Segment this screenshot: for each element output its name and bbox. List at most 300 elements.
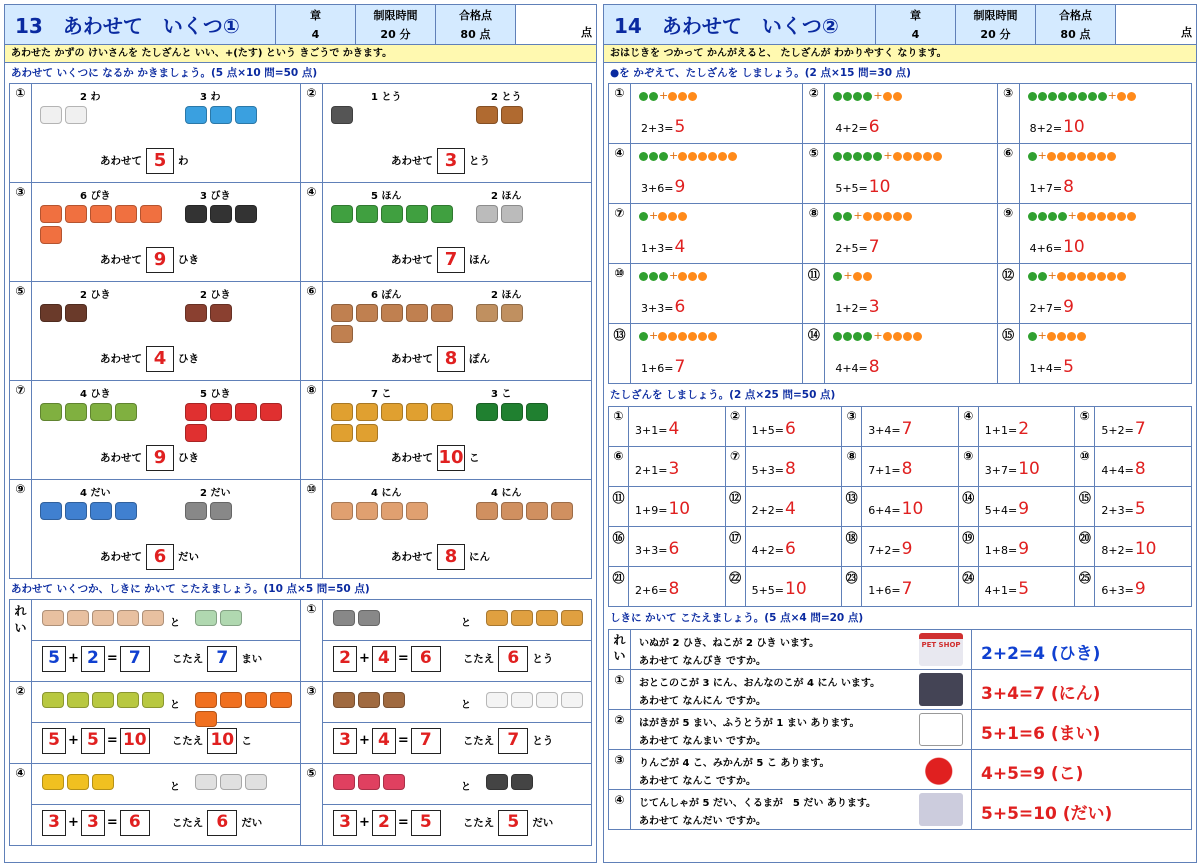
number-box-b[interactable]: 3 <box>81 810 105 836</box>
answer-line <box>391 544 490 570</box>
illustration-icon <box>40 106 62 124</box>
problem-number: れ い <box>10 600 32 681</box>
equation <box>1101 499 1145 519</box>
picture-group <box>195 774 295 790</box>
green-counter-icon <box>843 212 852 221</box>
answer-text[interactable]: 4+5=9 (こ) <box>981 764 1084 784</box>
answer-value[interactable]: 8 <box>1063 177 1074 197</box>
sum-cell <box>726 447 843 487</box>
orange-counter-icon <box>698 332 707 341</box>
join-label: と <box>170 700 180 711</box>
answer-value[interactable]: 4 <box>674 237 686 257</box>
join-label: と <box>461 782 471 793</box>
answer-value[interactable]: 10 <box>868 177 891 197</box>
orange-counter-icon <box>1117 272 1126 281</box>
equation <box>835 297 879 317</box>
orange-counter-icon <box>678 92 687 101</box>
problem-number: ③ <box>842 407 862 446</box>
dot-problem-cell <box>998 324 1192 384</box>
illustration-icon <box>90 403 112 421</box>
sum-grid <box>608 406 1192 607</box>
answer-value[interactable]: 10 <box>668 499 691 519</box>
orange-counter-icon <box>688 272 697 281</box>
illustration-icon <box>210 502 232 520</box>
equation-row <box>333 810 553 836</box>
answer-value[interactable]: 9 <box>901 539 913 559</box>
meta-value: 20 分 <box>380 28 411 42</box>
answer-box[interactable]: 6 <box>498 646 528 672</box>
equation <box>1101 579 1145 599</box>
problem-number: ① <box>301 600 323 681</box>
counter-dots <box>639 269 708 282</box>
green-counter-icon <box>1038 92 1047 101</box>
answer-value[interactable]: 4 <box>785 499 796 519</box>
problem-number: ① <box>609 84 631 143</box>
column-divider <box>971 710 972 749</box>
sum-cell <box>959 567 1076 607</box>
count-label-a: 5 ほん <box>371 191 402 202</box>
answer-box[interactable]: 9 <box>146 445 174 471</box>
problem-number: ⑤ <box>803 144 825 203</box>
answer-value[interactable]: 6 <box>785 419 796 439</box>
answer-value[interactable]: 7 <box>1134 419 1146 439</box>
orange-counter-icon <box>1047 152 1056 161</box>
expression: 5+5= <box>751 584 785 597</box>
answer-value[interactable]: 6 <box>868 117 880 137</box>
answer-value[interactable]: 5 <box>1018 579 1030 599</box>
number-box-b[interactable]: 4 <box>372 728 396 754</box>
answer-value[interactable]: 10 <box>1018 459 1040 479</box>
word-problem-row <box>609 750 1192 790</box>
green-counter-icon <box>1028 332 1037 341</box>
count-label-a: 2 ひき <box>80 290 111 301</box>
green-counter-icon <box>853 92 862 101</box>
expression: 5+5= <box>835 182 868 195</box>
plus-sign: + <box>649 329 659 342</box>
row-divider <box>32 640 300 641</box>
expression: 1+4= <box>1029 362 1063 375</box>
illustration-icon <box>356 403 378 421</box>
count-label-b: 2 ひき <box>200 290 231 301</box>
orange-counter-icon <box>893 332 902 341</box>
answer-value[interactable]: 5 <box>674 117 686 137</box>
problem-number: ⑧ <box>842 447 862 486</box>
number-box-a[interactable]: 2 <box>333 646 357 672</box>
orange-counter-icon <box>883 92 892 101</box>
page-title: 13 あわせて いくつ① <box>5 5 276 44</box>
join-label: と <box>170 782 180 793</box>
answer-value[interactable]: 10 <box>1063 117 1085 137</box>
illustration-icon <box>185 205 207 223</box>
problem-number: ⑱ <box>842 527 862 566</box>
illustration-icon <box>356 304 378 322</box>
count-label-a: 4 にん <box>371 488 402 499</box>
number-box-a[interactable]: 3 <box>42 810 66 836</box>
illustration-icon <box>115 403 137 421</box>
sum-cell <box>609 487 726 527</box>
expression: 4+6= <box>1029 242 1063 255</box>
problem-number: ⑪ <box>803 264 825 323</box>
picture-group <box>40 106 170 124</box>
answer-value[interactable]: 3 <box>668 459 680 479</box>
counter-dots <box>639 89 698 102</box>
orange-counter-icon <box>1057 152 1066 161</box>
illustration-icon <box>486 610 508 626</box>
picture-group <box>486 692 586 708</box>
problem-number: ⑯ <box>609 527 629 566</box>
orange-counter-icon <box>1127 92 1136 101</box>
expression: 3+7= <box>984 464 1018 477</box>
column-divider <box>971 750 972 789</box>
illustration-icon <box>42 610 64 626</box>
sum-cell <box>959 487 1076 527</box>
answer-value[interactable]: 6 <box>785 539 796 559</box>
answer-value[interactable]: 7 <box>901 419 913 439</box>
dot-problem-cell <box>803 324 997 384</box>
answer-value[interactable]: 5 <box>1063 357 1074 377</box>
problem-number: ⑩ <box>1075 447 1095 486</box>
answer-box[interactable]: 9 <box>146 247 174 273</box>
answer-box[interactable]: 10 <box>207 728 237 754</box>
illustration-icon <box>431 205 453 223</box>
illustration-icon <box>476 106 498 124</box>
illustration-icon <box>383 774 405 790</box>
sum-box[interactable]: 7 <box>411 728 441 754</box>
illustration-icon <box>331 502 353 520</box>
worksheet-13 <box>4 4 597 863</box>
plus-sign: + <box>359 651 370 666</box>
answer-line <box>100 346 199 372</box>
equation-row <box>42 728 252 754</box>
plus-sign: + <box>1067 209 1077 222</box>
join-label: と <box>170 618 180 629</box>
orange-counter-icon <box>913 152 922 161</box>
dot-problem-cell <box>998 84 1192 144</box>
equation <box>1030 117 1085 137</box>
green-counter-icon <box>1058 212 1067 221</box>
answer-value[interactable]: 8 <box>1134 459 1146 479</box>
pet-shop-icon <box>919 633 963 666</box>
equation <box>868 499 923 519</box>
answer-value[interactable]: 8 <box>668 579 680 599</box>
sum-box[interactable]: 10 <box>120 728 150 754</box>
equals-sign: = <box>397 651 409 666</box>
column-divider <box>971 630 972 669</box>
problem-number: ③ <box>609 750 631 789</box>
orange-counter-icon <box>883 332 892 341</box>
problem-number: ⑭ <box>959 487 979 526</box>
illustration-icon <box>67 610 89 626</box>
counter-dots <box>833 89 902 102</box>
count-label-b: 2 とう <box>491 92 522 103</box>
equals-sign: = <box>106 733 118 748</box>
orange-counter-icon <box>893 212 902 221</box>
problem-number: ② <box>609 710 631 749</box>
count-label-a: 6 ぽん <box>371 290 402 301</box>
problem-number: ⑦ <box>10 381 32 479</box>
answer-box[interactable]: 7 <box>207 646 237 672</box>
illustration-icon <box>536 610 558 626</box>
meta-value: 4 <box>911 27 920 41</box>
equation <box>835 357 879 377</box>
equation <box>635 539 679 559</box>
expression: 6+4= <box>868 504 901 517</box>
answer-value[interactable]: 5 <box>1134 499 1146 519</box>
answer-text[interactable]: 5+5=10 (だい) <box>981 804 1113 824</box>
expression: 8+2= <box>1029 122 1063 135</box>
illustration-icon <box>431 304 453 322</box>
sum-box[interactable]: 7 <box>120 646 150 672</box>
expression: 5+4= <box>984 504 1018 517</box>
count-label-a: 7 こ <box>371 389 392 400</box>
answer-value[interactable]: 10 <box>901 499 924 519</box>
orange-counter-icon <box>1087 212 1096 221</box>
answer-value[interactable]: 10 <box>1063 237 1085 257</box>
answer-value[interactable]: 9 <box>1018 539 1030 559</box>
number-box-b[interactable]: 2 <box>81 646 105 672</box>
illustration-icon <box>561 692 583 708</box>
problem-number: ⑦ <box>726 447 746 486</box>
answer-value[interactable]: 10 <box>1134 539 1157 559</box>
problem-number: ⑨ <box>10 480 32 578</box>
answer-box[interactable]: 4 <box>146 346 174 372</box>
unit-label: だい <box>532 817 554 829</box>
dot-problem-cell <box>998 144 1192 204</box>
meta-time <box>356 5 436 44</box>
column-divider <box>971 670 972 709</box>
answer-value[interactable]: 4 <box>668 419 680 439</box>
answer-box[interactable]: 5 <box>498 810 528 836</box>
orange-counter-icon <box>728 152 737 161</box>
join-label: と <box>461 618 471 629</box>
answer-value[interactable]: 3 <box>868 297 880 317</box>
illustration-icon <box>270 692 292 708</box>
green-counter-icon <box>833 332 842 341</box>
answer-box[interactable]: 8 <box>437 346 465 372</box>
together-label: あわせて <box>391 551 433 563</box>
count-label-b: 2 だい <box>200 488 231 499</box>
illustration-icon <box>42 774 64 790</box>
answer-value[interactable]: 7 <box>901 579 913 599</box>
unit-label: こ <box>241 735 252 747</box>
sum-box[interactable]: 6 <box>411 646 441 672</box>
answer-box[interactable]: 7 <box>437 247 465 273</box>
sum-cell <box>609 527 726 567</box>
expression: 1+7= <box>1029 182 1063 195</box>
illustration-icon <box>511 692 533 708</box>
problem-cell <box>301 183 592 282</box>
orange-counter-icon <box>678 272 687 281</box>
illustration-icon <box>195 774 217 790</box>
equation <box>635 459 679 479</box>
problem-number: ㉒ <box>726 567 746 606</box>
answer-line <box>100 247 199 273</box>
illustration-icon <box>358 610 380 626</box>
problem-number: ② <box>301 84 323 182</box>
dot-grid <box>608 83 1192 384</box>
green-counter-icon <box>1028 152 1037 161</box>
equation <box>641 297 685 317</box>
answer-value[interactable]: 7 <box>674 357 686 377</box>
kotae-label: こたえ <box>171 653 204 665</box>
green-counter-icon <box>1028 272 1037 281</box>
orange-counter-icon <box>1057 272 1066 281</box>
score-box[interactable]: 点 <box>1116 5 1196 44</box>
illustration-icon <box>142 610 164 626</box>
count-label-b: 2 ほん <box>491 191 522 202</box>
answer-value[interactable]: 9 <box>674 177 686 197</box>
postcard-icon <box>919 713 963 746</box>
meta-label: 制限時間 <box>373 8 418 22</box>
picture-group <box>40 205 170 244</box>
answer-value[interactable]: 6 <box>668 539 680 559</box>
green-counter-icon <box>639 272 648 281</box>
green-counter-icon <box>639 92 648 101</box>
problem-cell <box>10 183 301 282</box>
word-problem-row <box>609 790 1192 830</box>
orange-counter-icon <box>708 152 717 161</box>
unit-label: にん <box>469 551 490 563</box>
meta-pass <box>436 5 516 44</box>
meta-label: 章 <box>310 8 321 22</box>
sum-cell <box>959 527 1076 567</box>
sum-cell <box>726 487 843 527</box>
illustration-icon <box>476 304 498 322</box>
sum-cell <box>842 487 959 527</box>
answer-text[interactable]: 3+4=7 (にん) <box>981 684 1101 704</box>
picture-group <box>333 774 463 790</box>
unit-label: まい <box>241 653 263 665</box>
problem-number: ㉑ <box>609 567 629 606</box>
dot-problem-cell <box>803 204 997 264</box>
sum-cell <box>1075 567 1192 607</box>
equation <box>635 419 679 439</box>
answer-value[interactable]: 9 <box>1134 579 1146 599</box>
green-counter-icon <box>1048 92 1057 101</box>
answer-value[interactable]: 9 <box>1063 297 1074 317</box>
equation <box>1101 539 1156 559</box>
problem-number: ⑨ <box>998 204 1020 263</box>
orange-counter-icon <box>1107 272 1116 281</box>
number-box-b[interactable]: 2 <box>372 810 396 836</box>
row-divider <box>32 804 300 805</box>
answer-value[interactable]: 6 <box>674 297 686 317</box>
number-box-a[interactable]: 3 <box>333 810 357 836</box>
section-heading: ●を かぞえて、たしざんを しましょう。(2 点×15 問=30 点) <box>610 67 911 79</box>
answer-value[interactable]: 7 <box>868 237 880 257</box>
expression: 3+4= <box>868 424 901 437</box>
meta-label: 合格点 <box>1059 8 1092 22</box>
number-box-b[interactable]: 4 <box>372 646 396 672</box>
expression: 1+6= <box>641 362 674 375</box>
expression: 2+7= <box>1029 302 1063 315</box>
green-counter-icon <box>863 152 872 161</box>
equation <box>1030 237 1085 257</box>
problem-number: ⑧ <box>803 204 825 263</box>
answer-text[interactable]: 5+1=6 (まい) <box>981 724 1101 744</box>
expression: 4+2= <box>835 122 868 135</box>
number-box-b[interactable]: 5 <box>81 728 105 754</box>
answer-value[interactable]: 9 <box>1018 499 1030 519</box>
illustration-icon <box>501 502 523 520</box>
picture-group <box>331 205 461 223</box>
answer-value[interactable]: 8 <box>901 459 913 479</box>
picture-group <box>331 403 461 442</box>
answer-box[interactable]: 5 <box>146 148 174 174</box>
expression: 4+4= <box>835 362 868 375</box>
orange-counter-icon <box>1097 272 1106 281</box>
orange-counter-icon <box>678 212 687 221</box>
number-box-a[interactable]: 5 <box>42 646 66 672</box>
plus-sign: + <box>1107 89 1117 102</box>
number-box-a[interactable]: 3 <box>333 728 357 754</box>
number-box-a[interactable]: 5 <box>42 728 66 754</box>
equation <box>835 237 879 257</box>
problem-cell <box>301 84 592 183</box>
answer-box[interactable]: 6 <box>146 544 174 570</box>
problem-grid <box>9 83 592 579</box>
answer-value[interactable]: 8 <box>868 357 880 377</box>
problem-number: ① <box>10 84 32 182</box>
answer-box[interactable]: 8 <box>437 544 465 570</box>
together-label: あわせて <box>391 452 433 464</box>
orange-counter-icon <box>658 332 667 341</box>
answer-box[interactable]: 7 <box>498 728 528 754</box>
picture-group <box>331 304 461 343</box>
orange-counter-icon <box>1097 152 1106 161</box>
sum-cell <box>609 447 726 487</box>
problem-number: ⑪ <box>609 487 629 526</box>
equation <box>868 419 912 439</box>
illustration-icon <box>536 692 558 708</box>
answer-box[interactable]: 6 <box>207 810 237 836</box>
together-label: あわせて <box>100 551 142 563</box>
score-box[interactable]: 点 <box>516 5 596 44</box>
answer-text[interactable]: 2+2=4 (ひき) <box>981 644 1101 664</box>
answer-box[interactable]: 3 <box>437 148 465 174</box>
sum-cell <box>1075 447 1192 487</box>
problem-number: ⑰ <box>726 527 746 566</box>
sum-box[interactable]: 5 <box>411 810 441 836</box>
meta-time <box>956 5 1036 44</box>
illustration-icon <box>260 403 282 421</box>
illustration-icon <box>331 325 353 343</box>
section-heading: たしざんを しましょう。(2 点×25 問=50 点) <box>610 389 836 401</box>
expression: 2+3= <box>1101 504 1134 517</box>
answer-value[interactable]: 2 <box>1018 419 1030 439</box>
answer-box[interactable]: 10 <box>437 445 465 471</box>
orange-counter-icon <box>678 332 687 341</box>
orange-counter-icon <box>1107 152 1116 161</box>
picture-group <box>333 610 463 626</box>
orange-counter-icon <box>698 152 707 161</box>
expression: 8+2= <box>1101 544 1134 557</box>
sum-box[interactable]: 6 <box>120 810 150 836</box>
answer-value[interactable]: 8 <box>785 459 796 479</box>
sum-cell <box>842 567 959 607</box>
orange-counter-icon <box>688 332 697 341</box>
together-label: あわせて <box>391 254 433 266</box>
illustration-icon <box>406 502 428 520</box>
problem-number: ⑤ <box>1075 407 1095 446</box>
equation <box>1030 297 1074 317</box>
orange-counter-icon <box>1077 332 1086 341</box>
illustration-icon <box>358 774 380 790</box>
illustration-icon <box>501 205 523 223</box>
answer-value[interactable]: 10 <box>785 579 807 599</box>
sum-cell <box>959 447 1076 487</box>
illustration-icon <box>65 304 87 322</box>
